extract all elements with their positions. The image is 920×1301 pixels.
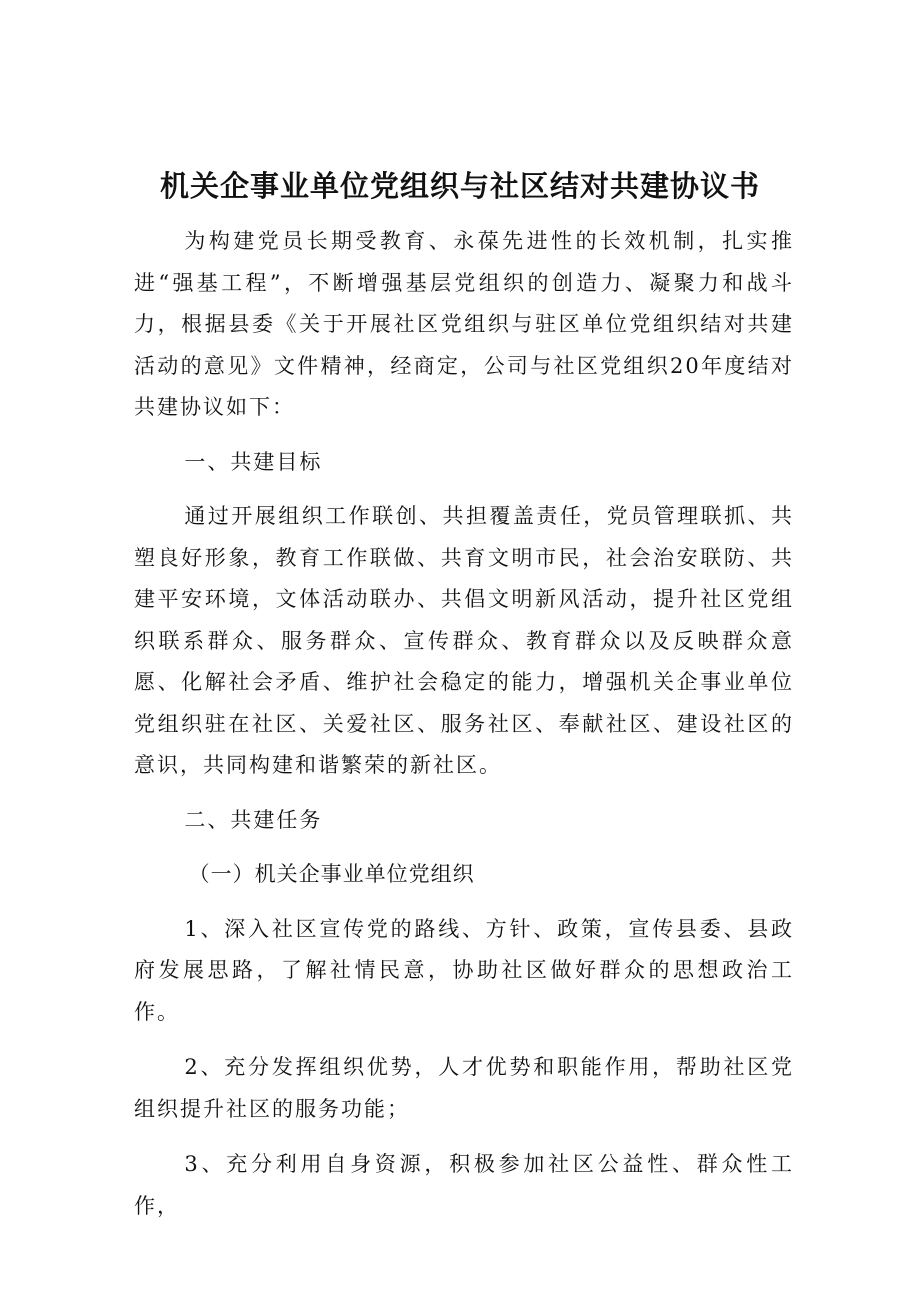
goals-paragraph: 通过开展组织工作联创、共担覆盖责任，党员管理联抓、共塑良好形象，教育工作联做、共育文明市民，社会治安联防、共建平安环境，文体活动联办、共倡文明新风活动，提升社区党组织联系群众、服务群众、宣传群众、教育群众以及反映群众意愿、化解社会矛盾、维护社会稳定的能力，增强机关企事业单位党组织驻在社区、关爱社区、服务社区、奉献社区、建设社区的意识，共同构建和谐繁荣的新社区。	[134, 504, 794, 777]
document-title: 机关企事业单位党组织与社区结对共建协议书	[159, 169, 760, 203]
task-item: 2、充分发挥组织优势，人才优势和职能作用，帮助社区党组织提升社区的服务功能；	[134, 1055, 794, 1121]
document-body	[134, 221, 794, 1227]
section-heading-tasks: 二、共建任务	[184, 807, 323, 832]
task-item: 3、充分利用自身资源，积极参加社区公益性、群众性工作，	[134, 1152, 794, 1218]
sub-heading-organizations: （一）机关企事业单位党组织	[188, 862, 475, 886]
intro-paragraph: 为构建党员长期受教育、永葆先进性的长效机制，扎实推进“强基工程”，不断增强基层党组织的创造力、凝聚力和战斗力，根据县委《关于开展社区党组织与驻区单位党组织结对共建活动的意见》文件精神，经商定，公司与社区党组织20年度结对共建协议如下：	[134, 229, 794, 419]
section-heading-goals: 一、共建目标	[184, 449, 323, 474]
task-item: 1、深入社区宣传党的路线、方针、政策，宣传县委、县政府发展思路，了解社情民意，协助社区做好群众的思想政治工作。	[134, 916, 794, 1024]
